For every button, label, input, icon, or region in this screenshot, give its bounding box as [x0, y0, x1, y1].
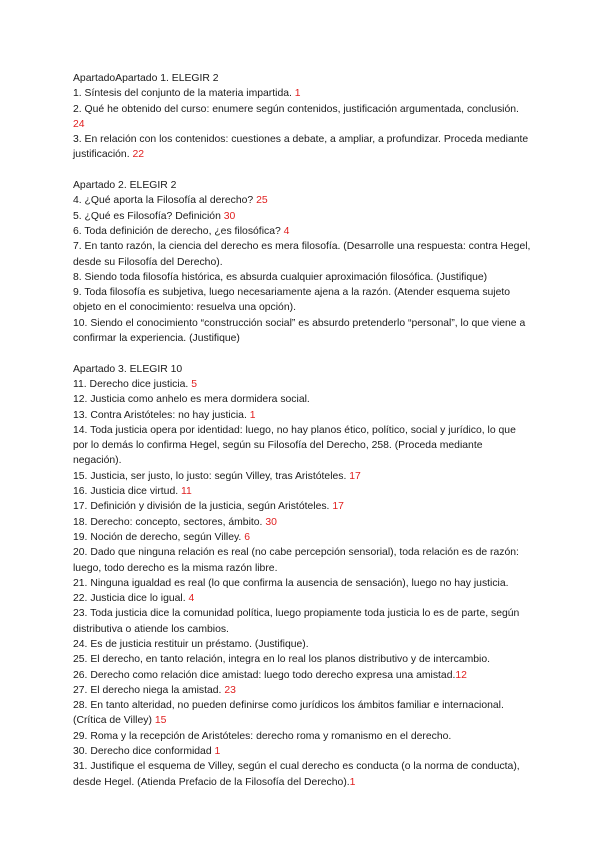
question-count: 11: [181, 486, 192, 498]
question-text: 21. Ninguna igualdad es real (lo que confirma la ausencia de sensación), luego no hay justicia.: [73, 577, 509, 589]
question-text: 15. Justicia, ser justo, lo justo: según Villey, tras Aristóteles.: [73, 470, 347, 482]
question-9: [73, 285, 533, 316]
question-11: [73, 377, 533, 392]
section-spacer: [73, 346, 533, 361]
document-page: [73, 71, 533, 790]
question-count: 17: [332, 501, 344, 513]
question-count: 30: [223, 210, 236, 222]
question-12: [73, 392, 533, 407]
question-text: 4. ¿Qué aporta la Filosofía al derecho?: [73, 195, 254, 207]
question-count: 1: [294, 88, 301, 100]
question-text: 29. Roma y la recepción de Aristóteles: derecho roma y romanismo en el derecho.: [73, 730, 452, 742]
question-text: 13. Contra Aristóteles: no hay justicia.: [73, 409, 247, 421]
question-22: [73, 591, 533, 606]
question-text: 7. En tanto razón, la ciencia del derecho es mera filosofía. (Desarrolle una respuesta: contra Hegel, desde su Filosofía del Derecho).: [73, 241, 531, 268]
question-count: 12: [455, 669, 467, 681]
section-3: [73, 362, 533, 790]
question-count: 1: [349, 776, 356, 788]
question-text: 8. Siendo toda filosofía histórica, es absurda cualquier aproximación filosófica. (Justifique): [73, 271, 488, 283]
question-24: [73, 637, 533, 652]
question-count: 4: [188, 593, 195, 605]
question-13: [73, 408, 533, 423]
question-16: [73, 484, 533, 499]
question-count: 5: [191, 378, 197, 390]
question-text: 3. En relación con los contenidos: cuestiones a debate, a ampliar, a profundizar. Proceda mediante justificación.: [73, 134, 529, 161]
question-18: [73, 515, 533, 530]
question-text: 27. El derecho niega la amistad.: [73, 684, 222, 696]
question-21: [73, 576, 533, 591]
question-2: [73, 102, 533, 133]
question-25: [73, 652, 533, 667]
question-text: 23. Toda justicia dice la comunidad política, luego propiamente toda justicia lo es de parte, según distributiva o atiende los cambios.: [73, 608, 520, 635]
question-count: 23: [224, 684, 236, 696]
question-text: 26. Derecho como relación dice amistad: luego todo derecho expresa una amistad.: [73, 669, 456, 681]
question-count: 25: [256, 195, 268, 207]
question-14: [73, 423, 533, 469]
question-text: 31. Justifique el esquema de Villey, según el cual derecho es conducta (o la norma de conducta), desde Hegel. (Atienda Prefacio de la Filosofía del Derecho).: [73, 761, 520, 788]
question-count: 1: [214, 746, 221, 758]
question-4: [73, 193, 533, 208]
question-text: 25. El derecho, en tanto relación, integra en lo real los planos distributivo y de intercambio.: [73, 654, 491, 666]
question-count: 4: [283, 225, 290, 237]
question-29: [73, 729, 533, 744]
question-31: [73, 759, 533, 790]
section-3-title: Apartado 3. ELEGIR 10: [73, 363, 183, 375]
question-text: 14. Toda justicia opera por identidad: luego, no hay planos ético, político, social y jurídico, lo que por lo demás lo confirma Hegel, según su Filosofía del Derecho, 258. (Proceda mediante negación).: [73, 424, 516, 467]
question-count: 15: [154, 715, 167, 727]
question-30: [73, 744, 533, 759]
question-text: 20. Dado que ninguna relación es real (no cabe percepción sensorial), toda relación es de razón: luego, todo derecho es la misma razón libre.: [73, 547, 519, 574]
question-text: 1. Síntesis del conjunto de la materia impartida.: [73, 88, 292, 100]
question-text: 6. Toda definición de derecho, ¿es filosófica?: [73, 225, 281, 237]
question-text: 22. Justicia dice lo igual.: [73, 593, 186, 605]
question-count: 1: [249, 409, 256, 421]
question-text: 11. Derecho dice justicia.: [73, 378, 189, 390]
question-text: 18. Derecho: concepto, sectores, ámbito.: [73, 516, 263, 528]
question-count: 17: [349, 470, 361, 482]
question-count: 6: [244, 531, 250, 543]
question-5: [73, 209, 533, 224]
question-text: 28. En tanto alteridad, no pueden definirse como jurídicos los ámbitos familiar e internacional. (Crítica de Villey): [73, 700, 504, 727]
question-text: 19. Noción de derecho, según Villey.: [73, 531, 242, 543]
section-1-title: ApartadoApartado 1. ELEGIR 2: [73, 73, 219, 84]
question-count: 22: [132, 149, 145, 161]
question-1: [73, 86, 533, 101]
question-text: 17. Definición y división de la justicia, según Aristóteles.: [73, 501, 330, 513]
question-text: 10. Siendo el conocimiento “construcción social” es absurdo pretenderlo “personal”, lo que viene a confirmar la experiencia. (Justifique): [73, 317, 526, 345]
question-3: [73, 132, 533, 163]
question-23: [73, 606, 533, 637]
question-28: [73, 698, 533, 729]
question-text: 12. Justicia como anhelo es mera dormidera social.: [73, 394, 310, 406]
question-27: [73, 683, 533, 698]
section-2-title: Apartado 2. ELEGIR 2: [73, 180, 177, 192]
section-spacer: [73, 163, 533, 178]
question-6: [73, 224, 533, 239]
question-26: [73, 668, 533, 683]
question-7: [73, 239, 533, 270]
question-count: 30: [265, 516, 277, 528]
question-17: [73, 499, 533, 514]
question-text: 5. ¿Qué es Filosofía? Definición: [73, 210, 221, 222]
question-text: 2. Qué he obtenido del curso: enumere según contenidos, justificación argumentada, conclusión.: [73, 103, 519, 115]
question-text: 30. Derecho dice conformidad: [73, 746, 212, 758]
question-text: 24. Es de justicia restituir un préstamo. (Justifique).: [73, 638, 309, 650]
question-15: [73, 469, 533, 484]
question-20: [73, 545, 533, 576]
question-text: 9. Toda filosofía es subjetiva, luego necesariamente ajena a la razón. (Atender esquema sujeto objeto en el conocimiento: resuelva una opción).: [73, 287, 511, 314]
question-10: [73, 316, 533, 347]
question-text: 16. Justicia dice virtud.: [73, 486, 179, 498]
question-19: [73, 530, 533, 545]
question-count: 24: [73, 118, 85, 130]
section-1: [73, 71, 533, 163]
section-2: [73, 178, 533, 346]
question-8: [73, 270, 533, 285]
